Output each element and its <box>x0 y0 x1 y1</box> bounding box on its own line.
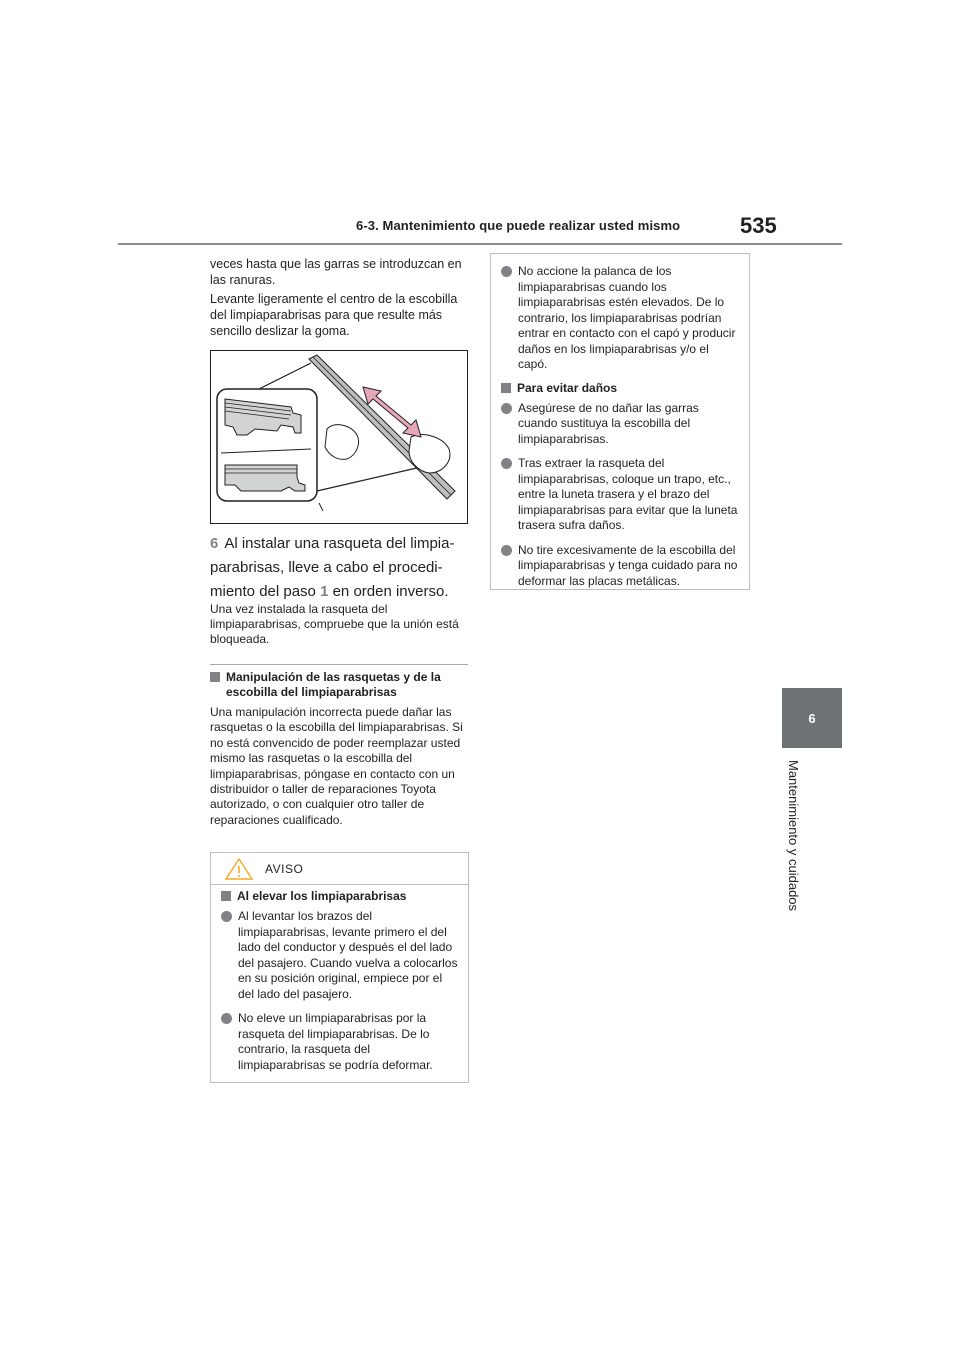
bullet-dot-icon <box>501 458 512 469</box>
warning-content <box>211 885 468 1073</box>
step-6 <box>210 532 474 604</box>
bullet-dot-icon <box>221 1013 232 1024</box>
right-bullet-top <box>501 264 739 373</box>
warning-label: AVISO <box>265 861 304 876</box>
section-divider <box>210 664 468 665</box>
warning-bullet <box>221 909 458 1002</box>
square-bullet-icon <box>210 672 220 682</box>
damage-bullet-text: Tras extraer la rasqueta del limpiaparabrisas, coloque un trapo, etc., entre la luneta trasera y el brazo del limpiaparabrisas para evitar que la luneta trasera sufra daños. <box>518 456 738 532</box>
bullet-dot-icon <box>501 403 512 414</box>
warning-continuation-box <box>490 253 750 590</box>
right-bullet-top-text: No accione la palanca de los limpiaparabrisas cuando los limpiaparabrisas estén elevados. De lo contrario, los limpiaparabrisas podrían entrar en contacto con el capó y producir daños en los limpiaparabrisas y/o el capó. <box>518 264 736 371</box>
damage-bullet-text: Asegúrese de no dañar las garras cuando sustituya la escobilla del limpiaparabrisas. <box>518 400 699 446</box>
damage-bullet <box>501 456 739 534</box>
paragraph-after-step: Una vez instalada la rasqueta del limpiaparabrisas, compruebe que la unión está bloqueada. <box>210 602 459 646</box>
callout-line-bottom <box>317 467 421 491</box>
damage-heading-text: Para evitar daños <box>517 380 618 395</box>
warning-bullet-text: Al levantar los brazos del limpiaparabrisas, levante primero el del lado del conductor y después el del lado del pasajero. Cuando vuelva a colocarlos en su posición original, empiece por el del lado del pasajero. <box>238 909 458 1001</box>
paragraph-continuation: veces hasta que las garras se introduzcan en las ranuras. <box>210 257 462 287</box>
warning-box <box>210 852 469 1083</box>
chapter-tab-number: 6 <box>808 710 816 726</box>
step-number: 6 <box>210 535 219 552</box>
chapter-tab <box>782 688 842 748</box>
step-reference: 1 <box>320 583 329 600</box>
warning-heading <box>221 889 458 904</box>
warning-heading-text: Al elevar los limpiaparabrisas <box>237 889 407 903</box>
square-bullet-icon <box>221 891 231 901</box>
square-bullet-icon <box>501 383 511 393</box>
chapter-side-label <box>781 760 805 920</box>
bullet-dot-icon <box>221 911 232 922</box>
handling-body: Una manipulación incorrecta puede dañar las rasquetas o la escobilla del limpiaparabrisas. Si no está convencido de poder reemplazar usted mismo las rasquetas o la escobilla del limpiaparabrisas, póngase en contacto con un distribuidor o taller de reparaciones Toyota autorizado, o con cualquier otro taller de reparaciones cualificado. <box>210 705 463 827</box>
handling-heading-text: Manipulación de las rasquetas y de la escobilla del limpiaparabrisas <box>226 670 441 699</box>
warning-header <box>211 853 468 885</box>
warning-triangle-icon <box>225 858 253 880</box>
damage-heading <box>501 381 739 396</box>
step-text-after: en orden inverso. <box>328 583 449 600</box>
illustration-tick <box>319 503 323 511</box>
bullet-dot-icon <box>501 266 512 277</box>
wiper-illustration-svg <box>211 351 467 523</box>
section-header-title: 6-3. Mantenimiento que puede realizar usted mismo <box>356 218 681 233</box>
handling-section <box>210 670 470 828</box>
step-text-before: Al instalar una rasqueta del limpia-parabrisas, lleve a cabo el procedi-miento del paso <box>210 535 455 600</box>
bullet-dot-icon <box>501 545 512 556</box>
damage-bullet-text: No tire excesivamente de la escobilla del limpiaparabrisas y tenga cuidado para no deformar las placas metálicas. <box>518 542 738 588</box>
callout-line-top-end <box>303 363 311 367</box>
hand-left <box>325 425 359 460</box>
paragraph-lift-blade: Levante ligeramente el centro de la escobilla del limpiaparabrisas para que resulte más sencillo deslizar la goma. <box>210 292 458 338</box>
handling-heading <box>210 670 470 700</box>
damage-bullet <box>501 543 739 590</box>
wiper-blade-illustration <box>210 350 468 524</box>
callout-line-top <box>259 367 303 389</box>
warning-bullet-text: No eleve un limpiaparabrisas por la rasqueta del limpiaparabrisas. De lo contrario, la rasqueta del limpiaparabrisas se podría deformar. <box>238 1011 433 1072</box>
warning-bullet <box>221 1011 458 1073</box>
chapter-side-label-text: Mantenimiento y cuidados <box>786 760 801 912</box>
damage-bullet <box>501 401 739 448</box>
header-divider <box>118 243 842 245</box>
page-number: 535 <box>740 213 777 238</box>
